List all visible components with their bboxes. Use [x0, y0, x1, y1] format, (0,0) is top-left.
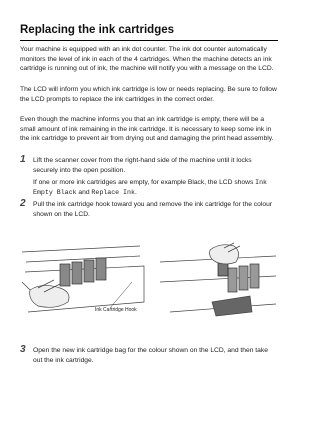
note-prefix: If one or more ink cartridges are empty, for example Black, the LCD shows — [33, 179, 256, 186]
step-text: Open the new ink cartridge bag for the colour shown on the LCD, and then take out the ink cartridge. — [33, 347, 268, 364]
left-illustration-icon — [22, 246, 144, 312]
intro-paragraph-3: Even though the machine informs you that an ink cartridge is empty, there will be a small amount of ink remaining in the ink cartridge. It is necessary to keep some ink in the ink cartridge to prevent air from drying out and damaging the print head assembly. — [20, 116, 274, 142]
step-note — [33, 178, 278, 197]
step-number: 3 — [20, 344, 26, 355]
lcd-message-ink-empty: Ink Empty Black — [33, 179, 268, 196]
step-text: Pull the ink cartridge hook toward you and remove the ink cartridge for the colour shown on the LCD. — [33, 201, 273, 218]
cartridge-illustration — [20, 242, 278, 320]
section-title: Replacing the ink cartridges — [20, 24, 175, 36]
note-end: . — [134, 188, 137, 196]
step-3 — [20, 346, 278, 365]
figure-caption: Ink Cartridge Hook — [95, 307, 137, 313]
lcd-message-replace-ink: Replace Ink — [91, 188, 135, 196]
intro-paragraph-2: The LCD will inform you which ink cartridge is low or needs replacing. Be sure to follow the LCD prompts to replace the ink cartridges in the correct order. — [20, 86, 277, 103]
step-2 — [20, 200, 278, 219]
step-1 — [20, 156, 278, 197]
step-text: Lift the scanner cover from the right-hand side of the machine until it locks securely into the open position. — [33, 157, 252, 174]
note-mid: and — [76, 188, 92, 196]
title-rule — [20, 40, 278, 41]
right-illustration-icon — [160, 243, 276, 316]
step-number: 1 — [20, 154, 26, 165]
step-number: 2 — [20, 198, 26, 209]
intro-paragraph-1: Your machine is equipped with an ink dot counter. The ink dot counter automatically monitors the level of ink in each of the 4 cartridges. When the machine detects an ink cartridge is running out of ink, the machine will notify you with a message on the LCD. — [20, 46, 274, 72]
